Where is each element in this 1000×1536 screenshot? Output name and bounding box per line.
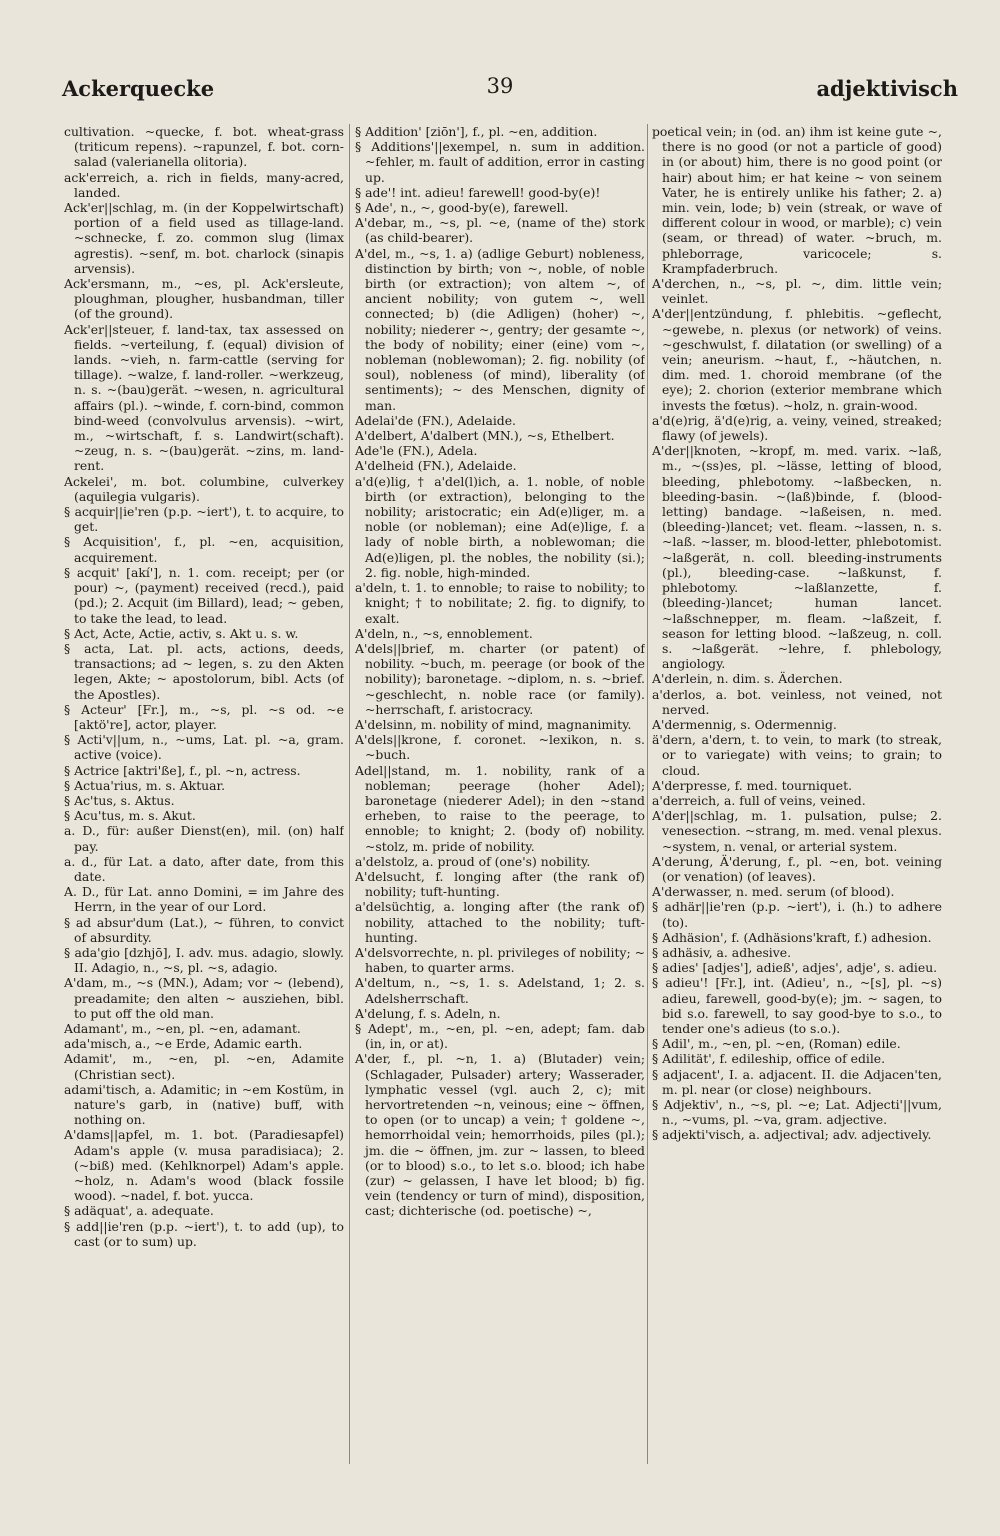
dictionary-entry: A'deln, n., ~s, ennoblement.: [355, 625, 533, 641]
dictionary-entry: a'derreich, a. full of veins, veined.: [652, 792, 866, 808]
dictionary-entry: A'dels||brief, m. charter (or patent) of nobility. ~buch, m. peerage (or book of the nobility); baronetage. ~diplom, n. s. ~brief. ~geschlecht, n. noble race (or family). ~herrschaft, f. aristocracy.: [355, 640, 645, 717]
dictionary-entry: cultivation. ~quecke, f. bot. wheat-grass (triticum repens). ~rapunzel, f. bot. corn-salad (valerianella olitoria).: [64, 124, 344, 170]
dictionary-entry: A'derwasser, n. med. serum (of blood).: [652, 884, 895, 900]
dictionary-entry: Ack'er||steuer, f. land-tax, tax assessed on fields. ~verteilung, f. (equal) division of lands. ~vieh, n. farm-cattle (serving for tillage). ~walze, f. land-roller. ~werkzeug, n. s. ~(bau)gerät. ~wesen, n. agricultural affairs (pl.). ~winde, f. corn-bind, common bind-weed (convolvulus arvensis). ~wirt, m., ~wirtschaft, f. s. Landwirt(schaft). ~zeug, n. s. ~(bau)gerät. ~zins, m. land-rent.: [64, 321, 344, 474]
dictionary-entry: § Additions'||exempel, n. sum in addition. ~fehler, m. fault of addition, error in casting up.: [355, 139, 645, 185]
dictionary-entry: A'der||knoten, ~kropf, m. med. varix. ~laß, m., ~(ss)es, pl. ~lässe, letting of blood, bleeding, phlebotomy. ~laßbecken, n. bleeding-basin. ~(laß)binde, f. (blood-letting) bandage. ~laßeisen, n. med. (bleeding-)lancet; vet. fleam. ~lassen, n. s. ~laß. ~lasser, m. blood-letter, phlebotomist. ~laßgerät, n. coll. bleeding-instruments (pl.), bleeding-case. ~laßkunst, f. phlebotomy. ~laßlanzette, f. (bleeding-)lancet; human lancet. ~laßschnepper, m. fleam. ~laßzeit, f. season for letting blood. ~laßzeug, n. coll. s. ~laßgerät. ~lehre, f. phlebology, angiology.: [652, 443, 942, 672]
dictionary-entry: A'derlein, n. dim. s. Äderchen.: [652, 671, 843, 687]
dictionary-entry: § adjekti'visch, a. adjectival; adv. adjectively.: [652, 1127, 932, 1143]
dictionary-entry: a'd(e)rig, ä'd(e)rig, a. veiny, veined, streaked; flawy (of jewels).: [652, 412, 942, 444]
dictionary-entry: § Ade', n., ~, good-by(e), farewell.: [355, 200, 569, 216]
dictionary-entry: § Addition' [ziōn'], f., pl. ~en, addition.: [355, 124, 598, 139]
dictionary-entry: § Actrice [aktri'ße], f., pl. ~n, actress.: [64, 762, 301, 778]
dictionary-entry: A'delung, f. s. Adeln, n.: [355, 1005, 501, 1021]
dictionary-entry: § ade'! int. adieu! farewell! good-by(e)!: [355, 184, 601, 200]
dictionary-entry: a'delstolz, a. proud of (one's) nobility.: [355, 853, 591, 869]
dictionary-entry: A. D., für Lat. anno Domini, = im Jahre des Herrn, in the year of our Lord.: [64, 884, 344, 915]
dictionary-entry: § adhäsiv, a. adhesive.: [652, 944, 792, 960]
dictionary-entry: § adieu'! [Fr.], int. (Adieu', n., ~[s], pl. ~s) adieu, farewell, good-by(e); jm. ~ sagen, to bid s.o. farewell, to say good-bye to s.o., to tender one's adieus (to s.o.).: [652, 975, 942, 1036]
dictionary-entry: A'derchen, n., ~s, pl. ~, dim. little vein; veinlet.: [652, 276, 942, 307]
dictionary-entry: § Adil', m., ~en, pl. ~en, (Roman) edile.: [652, 1036, 901, 1052]
dictionary-entry: § Adilität', f. edileship, office of edile.: [652, 1051, 886, 1067]
dictionary-entry: Adamant', m., ~en, pl. ~en, adamant.: [64, 1020, 301, 1036]
column-3: [652, 124, 942, 1504]
dictionary-entry: § Acteur' [Fr.], m., ~s, pl. ~s od. ~e [aktö're], actor, player.: [64, 701, 344, 732]
dictionary-entry: A'del, m., ~s, 1. a) (adlige Geburt) nobleness, distinction by birth; von ~, noble, of noble birth (or extraction); von altem ~, of ancient nobility; von gutem ~, well connected; b) (die Adligen) (hoher) ~, nobility; niederer ~, gentry; der gesamte ~, the body of nobility; einer (eine) vom ~, nobleman (noblewoman); 2. fig. nobility (of soul), nobleness (of mind), liberality (of sentiments); ~ des Menschen, dignity of man.: [355, 245, 645, 413]
dictionary-entry: § adäquat', a. adequate.: [64, 1203, 214, 1219]
dictionary-entry: Adel||stand, m. 1. nobility, rank of a nobleman; peerage (hoher Adel); baronetage (niederer Adel); in den ~stand erheben, to raise to the peerage, to ennoble; to knight; 2. (body of) nobility. ~stolz, m. pride of nobility.: [355, 762, 645, 854]
dictionary-entry: a'deln, t. 1. to ennoble; to raise to nobility; to knight; † to nobilitate; 2. fig. to dignify, to exalt.: [355, 580, 645, 626]
dictionary-entry: a'delsüchtig, a. longing after (the rank of) nobility, attached to the nobility; tuft-hunting.: [355, 899, 645, 945]
dictionary-entry: a'derlos, a. bot. veinless, not veined, not nerved.: [652, 686, 942, 717]
dictionary-entry: A'delsinn, m. nobility of mind, magnanimity.: [355, 716, 632, 732]
dictionary-entry: A'der, f., pl. ~n, 1. a) (Blutader) vein; (Schlagader, Pulsader) artery; Wasserader, lymphatic vessel (vgl. auch 2, c); mit hervortretenden ~n, veinous; eine ~ öffnen, to open (or to uncap) a vein; † goldene ~, hemorrhoidal vein; hemorrhoids, piles (pl.); jm. die ~ öffnen, jm. zur ~ lassen, to bleed (or to blood) s.o., to let s.o. blood; ich habe (zur) ~ gelassen, I have let blood; b) fig. vein (tendency or turn of mind), disposition, cast; dichterische (od. poetische) ~,: [355, 1051, 645, 1219]
header-left-catchword: Ackerquecke: [62, 76, 215, 101]
dictionary-entry: A'deltum, n., ~s, 1. s. Adelstand, 1; 2. s. Adelsherrschaft.: [355, 975, 645, 1006]
dictionary-entry: § Acquisition', f., pl. ~en, acquisition, acquirement.: [64, 534, 344, 565]
dictionary-entry: adami'tisch, a. Adamitic; in ~em Kostüm, in nature's garb, in (native) buff, with nothing on.: [64, 1081, 344, 1128]
dictionary-entry: poetical vein; in (od. an) ihm ist keine gute ~, there is no good (or not a particle of good) in (or about) him, there is no good point (or hair) about him; er hat keine ~ von seinem Vater, he is entirely unlike his father; 2. a) min. vein, lode; b) vein (streak, or wave of different colour in wood, or marble); c) vein (seam, or thread) of water. ~bruch, m. phleborrage, varicocele; s. Krampfaderbruch.: [652, 124, 942, 276]
dictionary-entry: Ackelei', m. bot. columbine, culverkey (aquilegia vulgaris).: [64, 473, 344, 504]
column-1: [64, 124, 344, 1504]
dictionary-entry: § acquit' [akí'], n. 1. com. receipt; per (or pour) ~, (payment) received (recd.), paid (pd.); 2. Acquit (im Billard), lead; ~ geben, to take the lead, to lead.: [64, 564, 344, 626]
dictionary-entry: a. D., für: außer Dienst(en), mil. (on) half pay.: [64, 823, 344, 854]
dictionary-entry: A'delbert, A'dalbert (MN.), ~s, Ethelbert.: [355, 428, 615, 444]
dictionary-entry: Adamit', m., ~en, pl. ~en, Adamite (Christian sect).: [64, 1051, 344, 1082]
dictionary-entry: § Adhäsion', f. (Adhäsions'kraft, f.) adhesion.: [652, 929, 932, 945]
column-divider: [349, 124, 350, 1464]
dictionary-entry: A'dermennig, s. Odermennig.: [652, 716, 837, 732]
dictionary-entry: a'd(e)lig, † a'del(l)ich, a. 1. noble, of noble birth (or extraction), belonging to the nobility; aristocratic; ein Ad(e)liger, m. a noble (or nobleman); eine Ad(e)lige, f. a lady of noble birth, a noblewoman; die Ad(e)ligen, pl. the nobles, the nobility (si.); 2. fig. noble, high-minded.: [355, 473, 645, 580]
dictionary-entry: ada'misch, a., ~e Erde, Adamic earth.: [64, 1036, 303, 1052]
dictionary-entry: § Acu'tus, m. s. Akut.: [64, 808, 196, 824]
dictionary-entry: A'dam, m., ~s (MN.), Adam; vor ~ (lebend), preadamite; den alten ~ ausziehen, bibl. to put off the old man.: [64, 975, 344, 1021]
dictionary-entry: § acta, Lat. pl. acts, actions, deeds, transactions; ad ~ legen, s. zu den Akten legen, Akte; ~ apostolorum, bibl. Acts (of the Apostles).: [64, 640, 344, 702]
dictionary-entry: § Adept', m., ~en, pl. ~en, adept; fam. dab (in, in, or at).: [355, 1020, 645, 1052]
dictionary-entry: A'debar, m., ~s, pl. ~e, (name of the) stork (as child-bearer).: [355, 215, 645, 246]
column-divider: [647, 124, 648, 1464]
dictionary-entry: § Acti'v||um, n., ~ums, Lat. pl. ~a, gram. active (voice).: [64, 732, 344, 763]
page-number: 39: [486, 74, 514, 98]
dictionary-entry: A'delsucht, f. longing after (the rank of) nobility; tuft-hunting.: [355, 868, 645, 900]
dictionary-entry: ä'dern, a'dern, t. to vein, to mark (to streak, or to variegate) with veins; to grain; to cloud.: [652, 732, 942, 778]
dictionary-entry: § Ac'tus, s. Aktus.: [64, 792, 175, 808]
dictionary-entry: § adjacent', I. a. adjacent. II. die Adjacen'ten, m. pl. near (or close) neighbours.: [652, 1066, 942, 1097]
dictionary-entry: § adies' [adjes'], adieß', adjes', adje', s. adieu.: [652, 960, 938, 976]
dictionary-entry: a. d., für Lat. a dato, after date, from this date.: [64, 853, 344, 884]
dictionary-entry: Ack'ersmann, m., ~es, pl. Ack'ersleute, ploughman, plougher, husbandman, tiller (of the ground).: [64, 276, 344, 322]
dictionary-entry: Ack'er||schlag, m. (in der Koppelwirtschaft) portion of a field used as tillage-land. ~schnecke, f. zo. common slug (limax agrestis). ~senf, m. bot. charlock (sinapis arvensis).: [64, 200, 344, 276]
dictionary-entry: A'der||schlag, m. 1. pulsation, pulse; 2. venesection. ~strang, m. med. venal plexus. ~system, n. venal, or arterial system.: [652, 808, 942, 854]
dictionary-entry: Ade'le (FN.), Adela.: [355, 443, 478, 459]
dictionary-entry: A'delsvorrechte, n. pl. privileges of nobility; ~ haben, to quarter arms.: [355, 944, 645, 976]
header-right-catchword: adjektivisch: [816, 76, 958, 101]
dictionary-entry: § adhär||ie'ren (p.p. ~iert'), i. (h.) to adhere (to).: [652, 899, 942, 930]
dictionary-entry: A'dels||krone, f. coronet. ~lexikon, n. s. ~buch.: [355, 732, 645, 763]
dictionary-entry: § ad absur'dum (Lat.), ~ führen, to convict of absurdity.: [64, 914, 344, 945]
dictionary-entry: A'der||entzündung, f. phlebitis. ~geflecht, ~gewebe, n. plexus (or network) of veins. ~geschwulst, f. dilatation (or swelling) of a vein; aneurism. ~haut, f., ~häutchen, n. dim. med. 1. choroid membrane (of the eye); 2. chorion (exterior membrane which invests the fœtus). ~holz, n. grain-wood.: [652, 306, 942, 413]
page-header: [62, 70, 958, 110]
dictionary-entry: ack'erreich, a. rich in fields, many-acred, landed.: [64, 169, 344, 200]
dictionary-entry: A'delheid (FN.), Adelaide.: [355, 458, 517, 474]
dictionary-entry: § acquir||ie'ren (p.p. ~iert'), t. to acquire, to get.: [64, 504, 344, 535]
dictionary-entry: § Actua'rius, m. s. Aktuar.: [64, 777, 226, 793]
dictionary-entry: A'dams||apfel, m. 1. bot. (Paradiesapfel) Adam's apple (v. musa paradisiaca); 2. (~biß) med. (Kehlknorpel) Adam's apple. ~holz, n. Adam's wood (black fossile wood). ~nadel, f. bot. yucca.: [64, 1127, 344, 1204]
dictionary-entry: A'derpresse, f. med. tourniquet.: [652, 777, 853, 793]
dictionary-entry: A'derung, Ä'derung, f., pl. ~en, bot. veining (or venation) (of leaves).: [652, 853, 942, 884]
dictionary-entry: § Adjektiv', n., ~s, pl. ~e; Lat. Adjecti'||vum, n., ~vums, pl. ~va, gram. adjective.: [652, 1097, 942, 1128]
dictionary-entry: § ada'gio [dzhjō], I. adv. mus. adagio, slowly. II. Adagio, n., ~s, pl. ~s, adagio.: [64, 944, 344, 976]
dictionary-entry: Adelai'de (FN.), Adelaide.: [355, 412, 516, 428]
dictionary-entry: § add||ie'ren (p.p. ~iert'), t. to add (up), to cast (or to sum) up.: [64, 1218, 344, 1249]
column-2: [355, 124, 645, 1504]
dictionary-entry: § Act, Acte, Actie, activ, s. Akt u. s. w.: [64, 625, 299, 641]
